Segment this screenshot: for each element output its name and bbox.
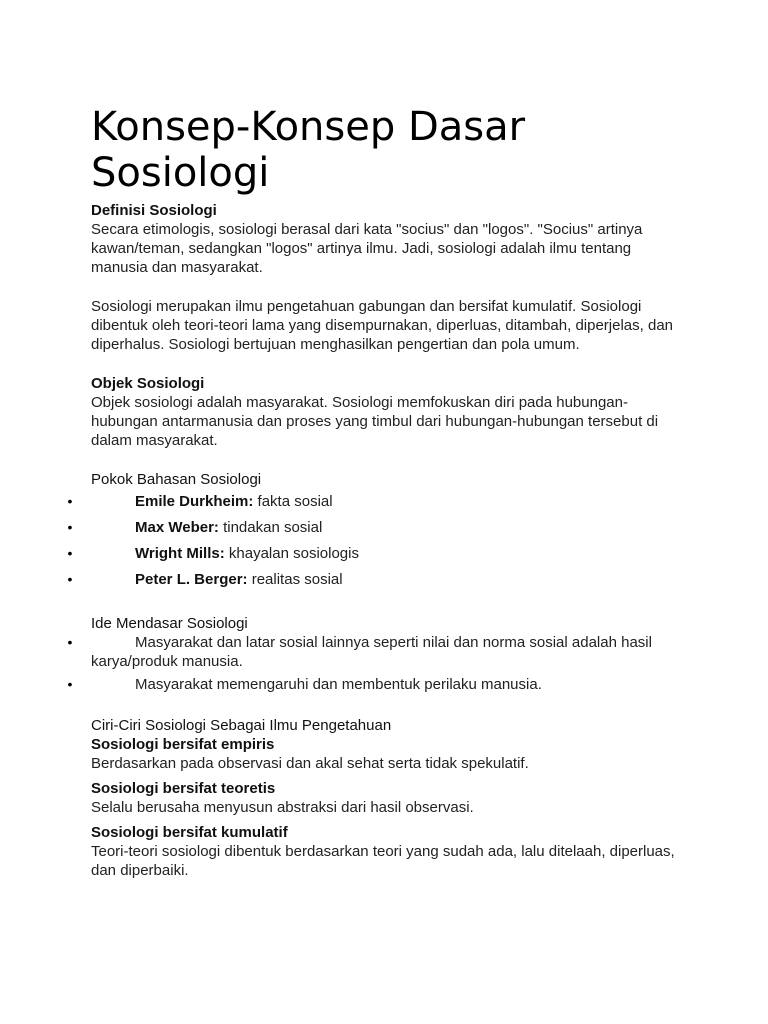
list-item-name: Peter L. Berger: (135, 571, 248, 588)
section-ide (67, 614, 691, 694)
heading-definisi: Definisi Sosiologi (91, 202, 217, 219)
ciri-item (91, 779, 691, 817)
list-item (67, 570, 691, 589)
section-pokok (67, 470, 691, 589)
list-item-text: Masyarakat dan latar sosial lainnya seperti nilai dan norma sosial adalah hasil karya/produk manusia. (91, 634, 652, 670)
definisi-paragraph-2: Sosiologi merupakan ilmu pengetahuan gabungan dan bersifat kumulatif. Sosiologi dibentuk oleh teori-teori lama yang disempurnakan, diperluas, ditambah, diperjelas, dan diperhalus. Sosiologi bertujuan menghasilkan pengertian dan pola umum. (91, 298, 674, 353)
ciri-item-title: Sosiologi bersifat kumulatif (91, 824, 288, 841)
list-item-desc: fakta sosial (253, 493, 333, 510)
ciri-item (91, 823, 691, 880)
bullet-icon: • (67, 519, 73, 535)
document-title (91, 104, 691, 196)
title-line-1: Konsep-Konsep Dasar (91, 104, 526, 150)
ciri-item-desc: Teori-teori sosiologi dibentuk berdasarkan teori yang sudah ada, lalu ditelaah, diperluas, dan diperbaiki. (91, 843, 675, 879)
ciri-item (91, 735, 691, 773)
bullet-icon: • (67, 676, 73, 692)
title-line-2: Sosiologi (91, 150, 270, 196)
bullet-icon: • (67, 634, 73, 650)
section-ciri (91, 716, 691, 880)
list-item (67, 518, 691, 537)
heading-objek: Objek Sosiologi (91, 375, 205, 392)
heading-pokok: Pokok Bahasan Sosiologi (91, 471, 262, 488)
ciri-item-title: Sosiologi bersifat teoretis (91, 780, 276, 797)
list-item-desc: tindakan sosial (218, 519, 323, 536)
ciri-item-title: Sosiologi bersifat empiris (91, 736, 275, 753)
heading-ide: Ide Mendasar Sosiologi (91, 615, 248, 632)
list-item-name: Emile Durkheim: (135, 493, 254, 510)
document-page (67, 104, 691, 880)
list-item-name: Max Weber: (135, 519, 219, 536)
list-item-desc: khayalan sosiologis (224, 545, 359, 562)
list-item (67, 675, 691, 694)
objek-paragraph-1: Objek sosiologi adalah masyarakat. Sosiologi memfokuskan diri pada hubungan-hubungan antarmanusia dan proses yang timbul dari hubungan-hubungan tersebut di dalam masyarakat. (91, 394, 659, 449)
list-item (67, 544, 691, 563)
list-item-name: Wright Mills: (135, 545, 225, 562)
heading-ciri: Ciri-Ciri Sosiologi Sebagai Ilmu Pengetahuan (91, 717, 392, 734)
list-item-desc: realitas sosial (247, 571, 343, 588)
list-item (67, 492, 691, 511)
ciri-item-desc: Selalu berusaha menyusun abstraksi dari hasil observasi. (91, 799, 474, 816)
bullet-icon: • (67, 571, 73, 587)
section-definisi (91, 201, 691, 354)
ciri-item-desc: Berdasarkan pada observasi dan akal sehat serta tidak spekulatif. (91, 755, 529, 772)
ide-list (67, 633, 691, 694)
bullet-icon: • (67, 493, 73, 509)
section-objek (91, 374, 691, 450)
list-item (67, 633, 691, 671)
definisi-paragraph-1: Secara etimologis, sosiologi berasal dari kata "socius" dan "logos". "Socius" artinya kawan/teman, sedangkan "logos" artinya ilmu. Jadi, sosiologi adalah ilmu tentang manusia dan masyarakat. (91, 221, 643, 276)
bullet-icon: • (67, 545, 73, 561)
pokok-list (67, 492, 691, 589)
list-item-text: Masyarakat memengaruhi dan membentuk perilaku manusia. (135, 676, 542, 693)
